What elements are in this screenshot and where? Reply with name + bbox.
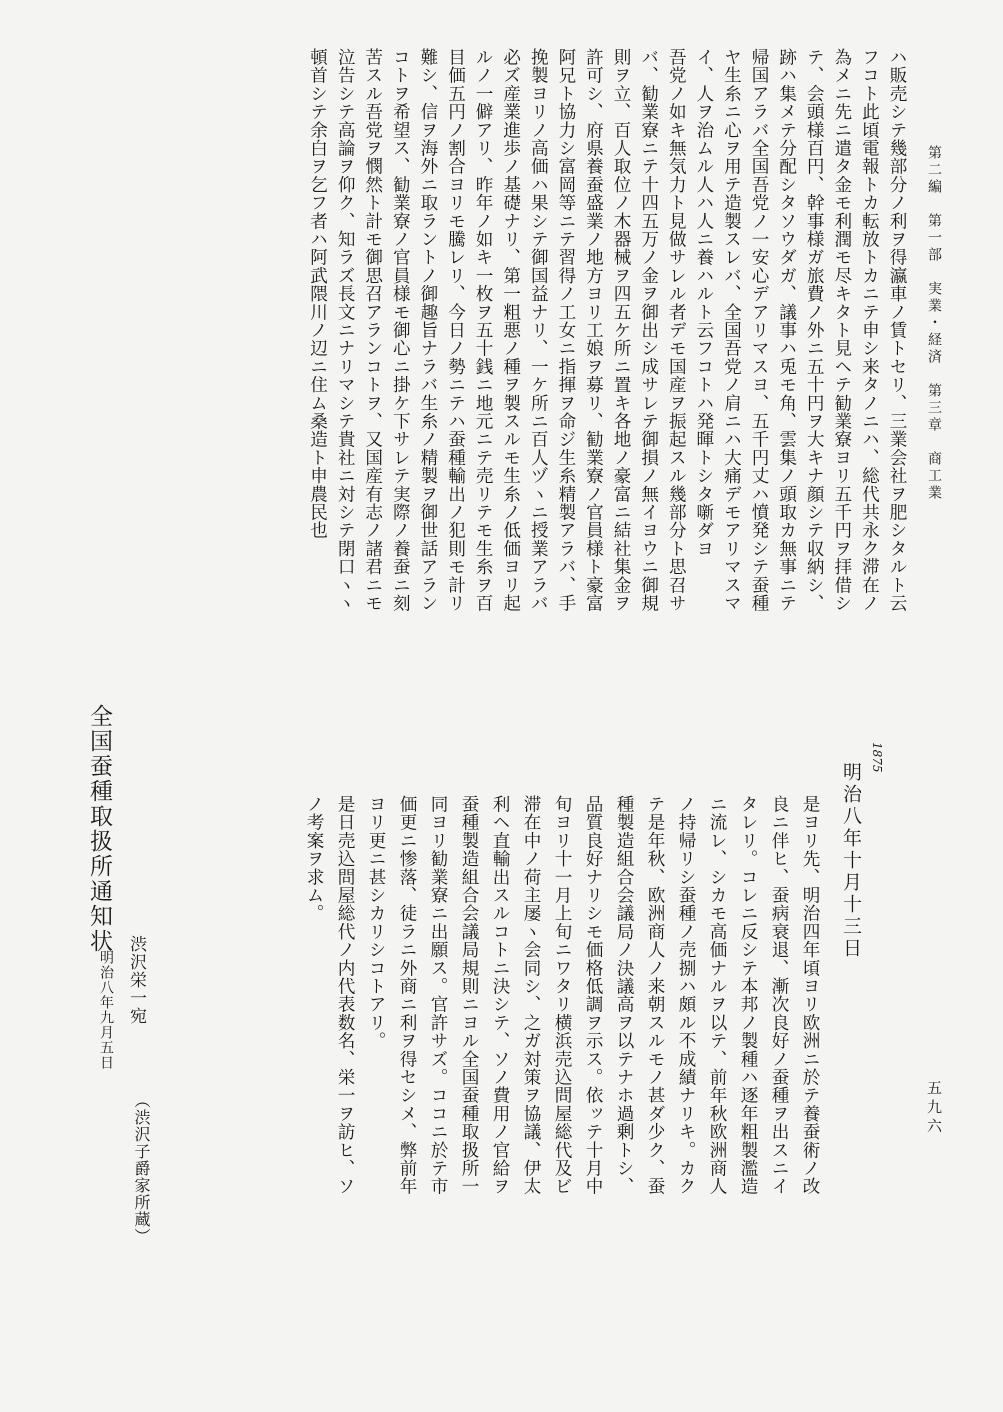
entry-text-line: 是ヨリ先、明治四年頃ヨリ欧洲ニ於テ養蚕術ノ改 [800,795,820,1196]
text-line: バ、勧業寮ニテ十四五万ノ金ヲ御出シ成サレテ御損ノ無イヨウニ御規 [638,48,659,613]
text-line: ハ販売シテ幾部分ノ利ヲ得瀛車ノ賃トセリ、三業会社ヲ肥シタルト云 [887,48,907,613]
text-line: 跡ハ集メテ分配シタソウダガ、議事ハ兎モ角、雲集ノ頭取カ無事ニテ [776,48,797,613]
entry-text-line: 良ニ伴ヒ、蚕病衰退、漸次良好ノ蚕種ヲ出スニイ [769,795,789,1196]
text-line: テ、会頭様百円、幹事様ガ旅費ノ外ニ五十円ヲ大キナ顔シテ収納シ、 [804,48,825,613]
text-line: 阿兄ト協力シ富岡等ニテ習得ノ工女ニ指揮ヲ命ジ生糸精製アラバ、手 [555,48,576,613]
entry-text-line: 蚕種製造組合会議局規則ニヨル全国蚕種取扱所一 [459,795,479,1196]
text-line: 頓首シテ余白ヲ乞フ者ハ阿武隈川ノ辺ニ住ム桑造ト申農民也 [307,48,328,540]
entry-text-line: ヨリ更ニ甚シカリシコトアリ。 [366,795,386,1050]
document-recipient: 渋沢栄一宛 [126,935,146,1025]
text-line: 帰国アラバ全国吾党ノ一安心デアリマスヨ、五千円丈ハ憤発シテ蚕種 [749,48,770,613]
document-date: 明治八年九月五日 [98,950,114,1070]
text-line: 目価五円ノ割合ヨリモ騰レリ、今日ノ勢ニテハ蚕種輸出ノ犯則モ計リ [445,48,466,613]
entry-text-line: 是日売込問屋総代ノ内代表数名、栄一ヲ訪ヒ、ソ [335,795,355,1196]
date-heading: 明治八年十月十三日 [840,762,862,960]
entry-text-block [150,795,825,1393]
text-line: 許可シ、府県養蚕盛業ノ地方ヨリ工娘ヲ募リ、勧業寮ノ官員様ト豪富 [583,48,604,613]
date-year: 1875 [870,742,884,773]
text-line: 為メニ先ニ遣タ金モ利潤モ尽キタト見ヘテ勧業寮ヨリ五千円ヲ拝借シ [831,48,852,613]
running-head: 第二編 第一部 実業・経済 第三章 商工業 [926,145,942,502]
text-line: 泣告シテ高論ヲ仰ク、知ラズ長文ニナリマシテ貴社ニ対シテ閉口ヽヽ [335,48,356,613]
entry-text-line: ニ流レ、シカモ高価ナルヲ以テ、前年秋欧洲商人 [707,795,727,1196]
text-line: ヤ生糸ニ心ヲ用テ造製スレバ、全国吾党ノ肩ニハ大痛デモアリマスマ [721,48,742,613]
text-line: 苦スル吾党ヲ憫然ト計モ御思召アランコトヲ、又国産有志ノ諸君ニモ [362,48,383,613]
text-line: コトヲ希望ス、勧業寮ノ官員様モ御心ニ掛ケ下サレテ実際ノ養蚕ニ刻 [390,48,411,613]
text-line: 難シ、信ヲ海外ニ取ラントノ御趣旨ナラバ生糸ノ精製ヲ御世話アラン [417,48,438,613]
text-line: 吾党ノ如キ無気力ト見做サレル者デモ国産ヲ振起スル幾部分ト思召サ [666,48,687,613]
entry-text-line: ノ持帰リシ蚕種ノ売捌ハ頗ル不成績ナリキ。カク [676,795,696,1196]
text-line: フコト此頃電報トカ転放トカニテ申シ来タノニハ、総代共永ク滞在ノ [859,48,880,613]
text-line: 必ズ産業進歩ノ基礎ナリ、第一粗悪ノ種ヲ製スルモ生糸ノ低価ヨリ起 [500,48,521,613]
upper-text-block [80,48,910,690]
entry-text-line: タレリ。コレニ反シテ本邦ノ製種ハ逐年粗製濫造 [738,795,758,1196]
entry-text-line: 旬ヨリ十一月上旬ニワタリ横浜売込問屋総代及ビ [552,795,572,1196]
text-line: イ、人ヲ治ムル人ハ人ニ養ハルト云フコトハ発暉トシタ噺ダヨ [693,48,714,558]
entry-text-line: 種製造組合会議局ノ決議高ヲ以テナホ過剰トシ、 [614,795,634,1196]
entry-text-line: テ是年秋、欧洲商人ノ来朝スルモノ甚ダ少ク、蚕 [645,795,665,1196]
text-line: 則ヲ立、百人取位ノ木器械ヲ四五ケ所ニ置キ各地ノ豪富ニ結社集金ヲ [611,48,632,613]
entry-text-line: 同ヨリ勧業寮ニ出願ス。官許サズ。ココニ於テ市 [428,795,448,1196]
document-source: （渋沢子爵家所蔵） [132,1092,151,1245]
document-title: 全国蚕種取扱所通知状 [86,704,112,954]
entry-text-line: 滞在中ノ荷主屡ヽ会同シ、之ガ対策ヲ協議、伊太 [521,795,541,1196]
entry-text-line: 利ヘ直輸出スルコトニ決シテ、ソノ費用ノ官給ヲ [490,795,510,1196]
text-line: ルノ一僻アリ、昨年ノ如キ一枚ヲ五十銭ニ地元ニテ売リテモ生糸ヲ百 [473,48,494,613]
entry-text-line: 価更ニ惨落、徒ラニ外商ニ利ヲ得セシメ、弊前年 [397,795,417,1196]
page-number: 五九六 [925,1080,943,1137]
entry-text-line: 品質良好ナリシモ価格低調ヲ示ス。依ッテ十月中 [583,795,603,1196]
entry-text-line: ノ考案ヲ求ム。 [304,795,324,923]
text-line: 挽製ヨリノ高価ハ果シテ御国益ナリ、一ケ所ニ百人ヅヽニ授業アラバ [528,48,549,613]
